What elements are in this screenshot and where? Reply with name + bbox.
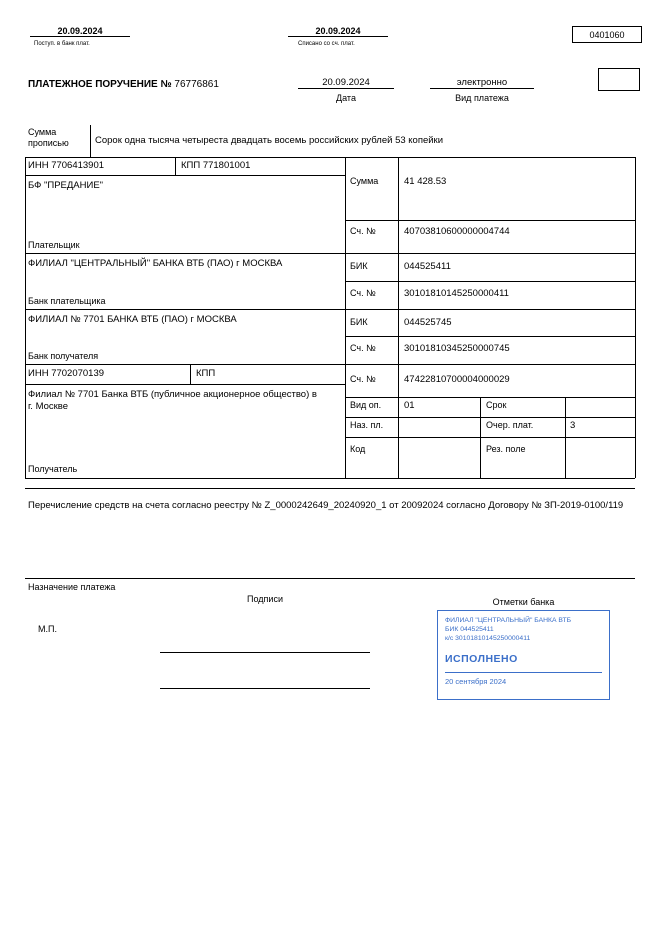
amount-words-value: Сорок одна тысяча четыреста двадцать восемь российских рублей 53 копейки <box>95 135 444 146</box>
stamp-corr: к/с 30101810145250000411 <box>445 635 531 642</box>
payer-account: 40703810600000004744 <box>404 226 510 237</box>
debited-date-value: 20.09.2024 <box>288 26 388 37</box>
payee-bank-bik-label: БИК <box>350 317 368 327</box>
mp-label: М.П. <box>38 624 57 634</box>
received-date-caption: Поступ. в банк плат. <box>34 41 90 47</box>
signature-line-2 <box>160 688 370 689</box>
table-border <box>25 364 635 365</box>
table-border <box>345 157 346 478</box>
form-code-box: 0401060 <box>572 26 642 43</box>
table-border <box>25 384 345 385</box>
debited-date-caption: Списано со сч. плат. <box>298 41 355 47</box>
received-date-value: 20.09.2024 <box>30 26 130 37</box>
term-label: Срок <box>486 400 507 410</box>
purpose-divider <box>25 578 635 579</box>
payer-bank-account: 30101810145250000411 <box>404 288 509 299</box>
table-border <box>345 417 635 418</box>
sum-value: 41 428.53 <box>404 176 447 187</box>
table-border <box>345 336 635 337</box>
payer-acc-label: Сч. № <box>350 226 376 236</box>
payee-bank-acc-label: Сч. № <box>350 343 376 353</box>
table-border <box>25 175 345 176</box>
sum-label: Сумма <box>350 176 379 186</box>
doc-number: 76776861 <box>174 79 219 90</box>
bank-stamp <box>437 610 610 700</box>
payee-caption: Получатель <box>28 464 78 474</box>
op-type-value: 01 <box>404 400 415 411</box>
payee-bank-account: 30101810345250000745 <box>404 343 510 354</box>
table-border <box>90 125 91 157</box>
priority-label: Очер. плат. <box>486 420 534 430</box>
table-border <box>25 157 635 158</box>
purpose-text: Перечисление средств на счета согласно реестру № Z_0000242649_20240920_1 от 20092024 согласно Договору № ЗП-2019-0100/119 <box>28 500 624 511</box>
table-border <box>345 437 635 438</box>
payee-kpp-label: КПП <box>196 368 216 379</box>
table-border <box>398 157 399 478</box>
table-border <box>25 253 635 254</box>
payer-caption: Плательщик <box>28 240 80 250</box>
stamp-status: ИСПОЛНЕНО <box>445 653 518 665</box>
naz-pl-label: Наз. пл. <box>350 420 384 430</box>
purpose-caption: Назначение платежа <box>28 582 116 592</box>
payer-bank-name: ФИЛИАЛ "ЦЕНТРАЛЬНЫЙ" БАНКА ВТБ (ПАО) г МОСКВА <box>28 258 283 269</box>
table-border <box>345 397 635 398</box>
bank-marks-caption: Отметки банка <box>492 597 555 607</box>
table-border <box>25 157 26 478</box>
table-border <box>565 397 566 478</box>
payer-inn: ИНН 7706413901 <box>28 160 105 171</box>
table-border <box>190 364 191 384</box>
table-border <box>25 488 635 489</box>
table-border <box>345 281 635 282</box>
priority-value: 3 <box>570 420 576 431</box>
signatures-caption: Подписи <box>247 594 283 604</box>
doc-date-caption: Дата <box>336 93 356 103</box>
stamp-bik: БИК 044525411 <box>445 626 494 633</box>
reserve-label: Рез. поле <box>486 444 526 454</box>
payer-bank-acc-label: Сч. № <box>350 288 376 298</box>
payer-bank-bik: 044525411 <box>404 261 451 272</box>
table-border <box>345 220 635 221</box>
table-border <box>25 309 635 310</box>
signature-line-1 <box>160 652 370 653</box>
stamp-bank-name: ФИЛИАЛ "ЦЕНТРАЛЬНЫЙ" БАНКА ВТБ <box>445 617 572 624</box>
payer-kpp: КПП 771801001 <box>181 160 251 171</box>
stamp-date: 20 сентября 2024 <box>445 677 507 686</box>
table-border <box>25 478 635 479</box>
table-border <box>175 157 176 175</box>
payee-bank-caption: Банк получателя <box>28 351 99 361</box>
payee-name: Филиал № 7701 Банка ВТБ (публичное акционерное общество) в г. Москве <box>28 389 317 412</box>
op-type-label: Вид оп. <box>350 400 382 410</box>
payee-bank-bik: 044525745 <box>404 317 452 328</box>
payer-bank-bik-label: БИК <box>350 261 368 271</box>
table-border <box>480 397 481 478</box>
payer-bank-caption: Банк плательщика <box>28 296 106 306</box>
doc-title-line <box>28 79 219 90</box>
doc-date-value: 20.09.2024 <box>298 77 394 89</box>
table-border <box>635 157 636 478</box>
stamp-divider <box>445 672 602 673</box>
amount-words-label: Сумма прописью <box>28 127 69 148</box>
doc-title: ПЛАТЕЖНОЕ ПОРУЧЕНИЕ № <box>28 79 172 90</box>
payer-name: БФ "ПРЕДАНИЕ" <box>28 180 104 191</box>
payee-inn: ИНН 7702070139 <box>28 368 105 379</box>
payee-acc-label: Сч. № <box>350 374 376 384</box>
payee-account: 47422810700004000029 <box>404 374 510 385</box>
code-label: Код <box>350 444 366 454</box>
payee-bank-name: ФИЛИАЛ № 7701 БАНКА ВТБ (ПАО) г МОСКВА <box>28 314 237 325</box>
corner-box <box>598 68 640 91</box>
payment-kind-caption: Вид платежа <box>455 93 509 103</box>
payment-kind-value: электронно <box>430 77 534 89</box>
